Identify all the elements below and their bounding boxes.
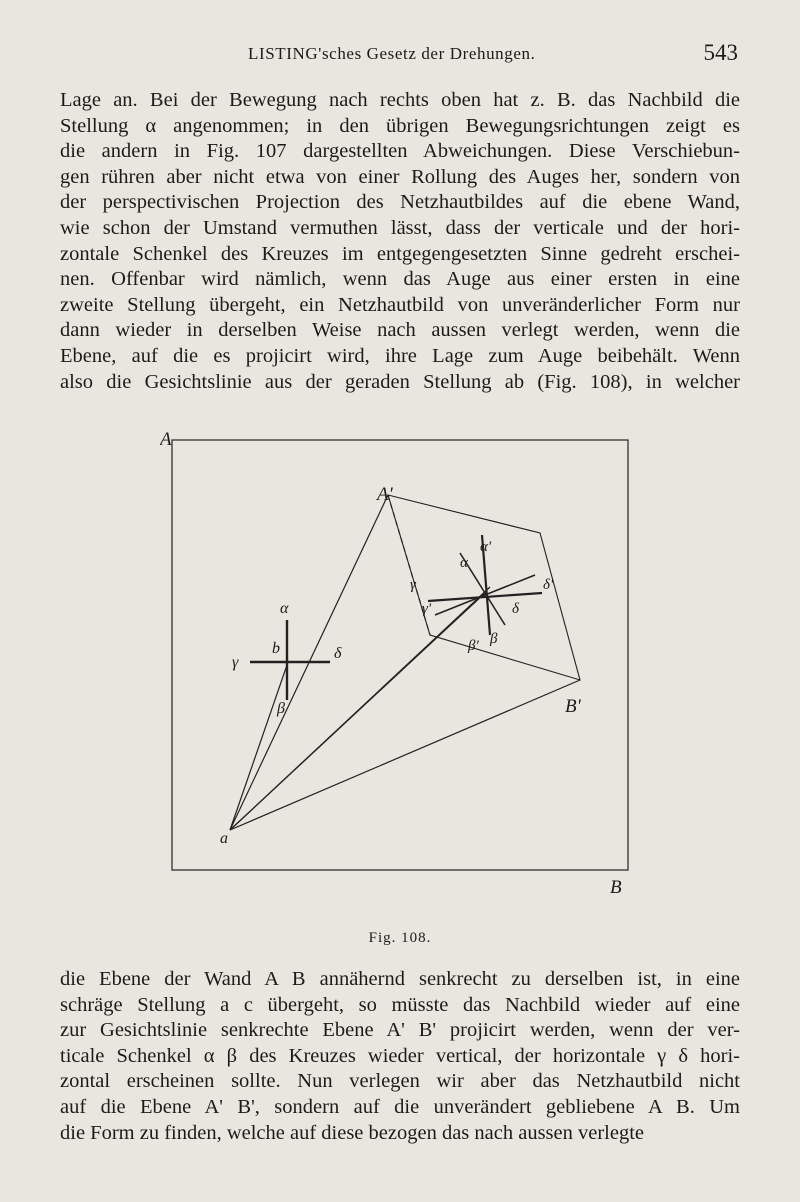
paragraph-bottom [60,967,740,1146]
label-B-prime: B' [565,696,581,717]
label-delta: δ [334,645,342,662]
running-title: LISTING'sches Gesetz der Drehungen. [248,44,536,63]
label-alpha-prime: α' [480,539,492,555]
text-line: der perspectivischen Projection des Netzhautbildes auf die ebene Wand, [60,191,740,214]
text-line: gen rühren aber nicht etwa von einer Rollung des Auges her, sondern von [60,165,740,188]
text-line: zontal erscheinen sollte. Nun verlegen wir aber das Netzhautbild nicht [60,1070,740,1093]
text-line: nen. Offenbar wird nämlich, wenn das Auge aus einer ersten in eine [60,268,740,291]
text-line: Stellung α angenommen; in den übrigen Bewegungsrichtungen zeigt es [60,114,740,137]
figure-108 [160,425,680,895]
text-line: zontale Schenkel des Kreuzes im entgegengesetzten Sinne gedreht erschei- [60,242,740,265]
text-line: die Form zu finden, welche auf diese bezogen das nach aussen verlegte [60,1121,645,1144]
page-number: 543 [703,40,738,65]
label-b: b [272,640,280,657]
wall-plane-AB [172,440,628,870]
label-beta-prime: β' [468,638,479,654]
label-a: a [220,830,228,847]
page-header [0,40,800,74]
label-delta-small: δ [512,601,519,617]
label-alpha: α [280,600,289,617]
label-gamma: γ [232,654,239,671]
text-line: Lage an. Bei der Bewegung nach rechts oben hat z. B. das Nachbild die [60,89,740,111]
paragraph-top [60,88,740,395]
text-line: die Ebene der Wand A B annähernd senkrecht zu derselben ist, in eine [60,968,740,990]
figure-caption: Fig. 108. [368,930,432,946]
text-line: ticale Schenkel α β des Kreuzes wieder vertical, der horizontale γ δ hori- [60,1044,740,1067]
label-B: B [610,877,622,895]
sight-line [230,665,287,830]
text-line: also die Gesichtslinie aus der geraden Stellung ab (Fig. 108), in welcher [60,370,740,393]
text-line: Ebene, auf die es projicirt wird, ihre Lage zum Auge beibehält. Wenn [60,344,740,367]
text-line: schräge Stellung a c übergeht, so müsste das Nachbild wieder auf eine [60,993,740,1016]
text-line: zweite Stellung übergeht, ein Netzhautbild von unveränderlicher Form nur [60,293,740,316]
text-line: auf die Ebene A' B', sondern auf die unverändert gebliebene A B. Um [60,1095,740,1118]
text-line: zur Gesichtslinie senkrechte Ebene A' B' projicirt werden, wenn der ver- [60,1019,740,1042]
label-beta-small: β [490,631,498,647]
text-line: die andern in Fig. 107 dargestellten Abweichungen. Diese Verschiebun- [60,140,740,163]
label-alpha-small: α [460,555,468,571]
label-delta-prime: δ' [543,577,554,593]
text-line: dann wieder in derselben Weise nach aussen verlegt werden, wenn die [60,319,740,342]
sight-line [230,587,490,830]
label-A-prime: A' [377,484,393,505]
label-gamma-prime: γ' [422,601,432,617]
text-line: wie schon der Umstand vermuthen lässt, dass der verticale und der hori- [60,216,740,239]
label-A: A [160,429,172,450]
label-gamma-small: γ [410,577,416,593]
label-beta: β [277,700,285,717]
